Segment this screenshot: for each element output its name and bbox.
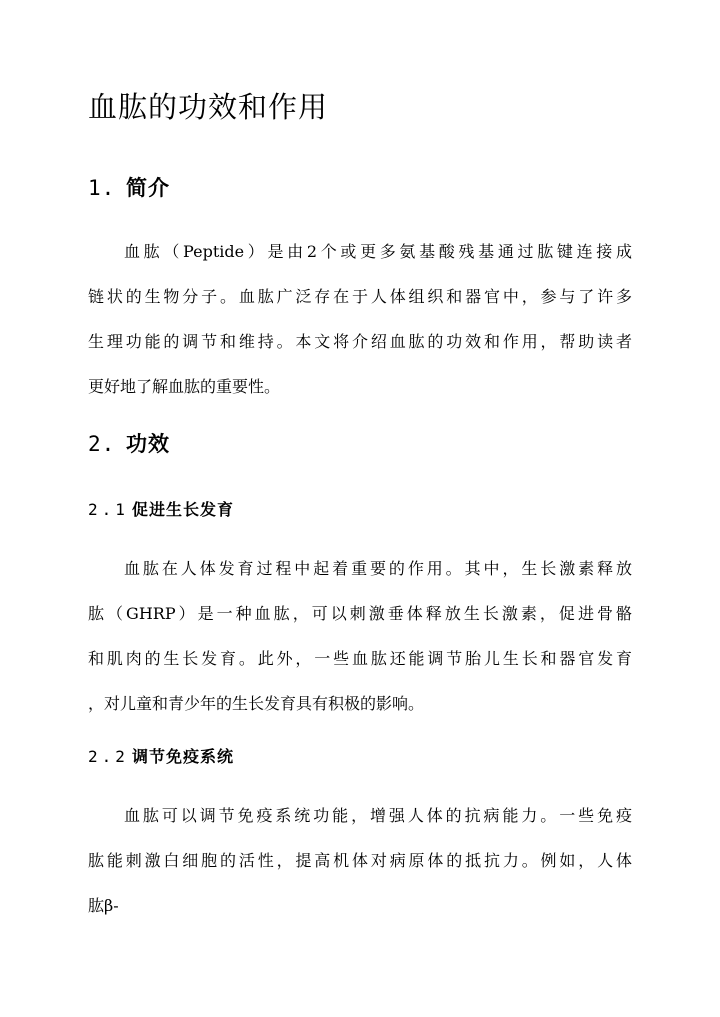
paragraph-line: 肱（GHRP）是一种血肱，可以刺激垂体释放生长激素，促进骨骼 [88, 604, 632, 623]
paragraph-line: 更好地了解血肱的重要性。 [88, 377, 281, 396]
paragraph-line: 链状的生物分子。血肱广泛存在于人体组织和器官中，参与了许多 [88, 287, 632, 306]
section-heading-intro [88, 174, 170, 202]
subsection-number: 2.1 [88, 500, 129, 519]
paragraph-line: 肱能刺激白细胞的活性，提高机体对病原体的抵抗力。例如，人体 [88, 851, 632, 870]
paragraph-line: 生理功能的调节和维持。本文将介绍血肱的功效和作用，帮助读者 [88, 332, 632, 351]
paragraph-line: 肱β- [88, 896, 119, 915]
subsection-heading-growth [88, 499, 234, 521]
section-heading-effects [88, 430, 170, 458]
paragraph-intro [88, 242, 632, 422]
paragraph-line: 血肱（Peptide）是由2个或更多氨基酸残基通过肱键连接成 [124, 242, 632, 261]
section-number: 2. [88, 432, 116, 456]
section-title: 简介 [126, 175, 170, 200]
subsection-title: 促进生长发育 [132, 500, 235, 519]
paragraph-immune [88, 806, 632, 941]
subsection-heading-immune [88, 746, 234, 768]
subsection-number: 2.2 [88, 747, 129, 766]
paragraph-line: 和肌肉的生长发育。此外，一些血肱还能调节胎儿生长和器官发育 [88, 649, 632, 668]
section-title: 功效 [126, 431, 170, 456]
paragraph-growth [88, 559, 632, 739]
paragraph-line: 血肱在人体发育过程中起着重要的作用。其中，生长激素释放 [124, 559, 632, 578]
subsection-title: 调节免疫系统 [132, 747, 235, 766]
paragraph-line: ，对儿童和青少年的生长发育具有积极的影响。 [88, 694, 425, 713]
paragraph-line: 血肱可以调节免疫系统功能，增强人体的抗病能力。一些免疫 [124, 806, 632, 825]
section-number: 1. [88, 176, 116, 200]
document-title: 血肱的功效和作用 [88, 90, 329, 124]
